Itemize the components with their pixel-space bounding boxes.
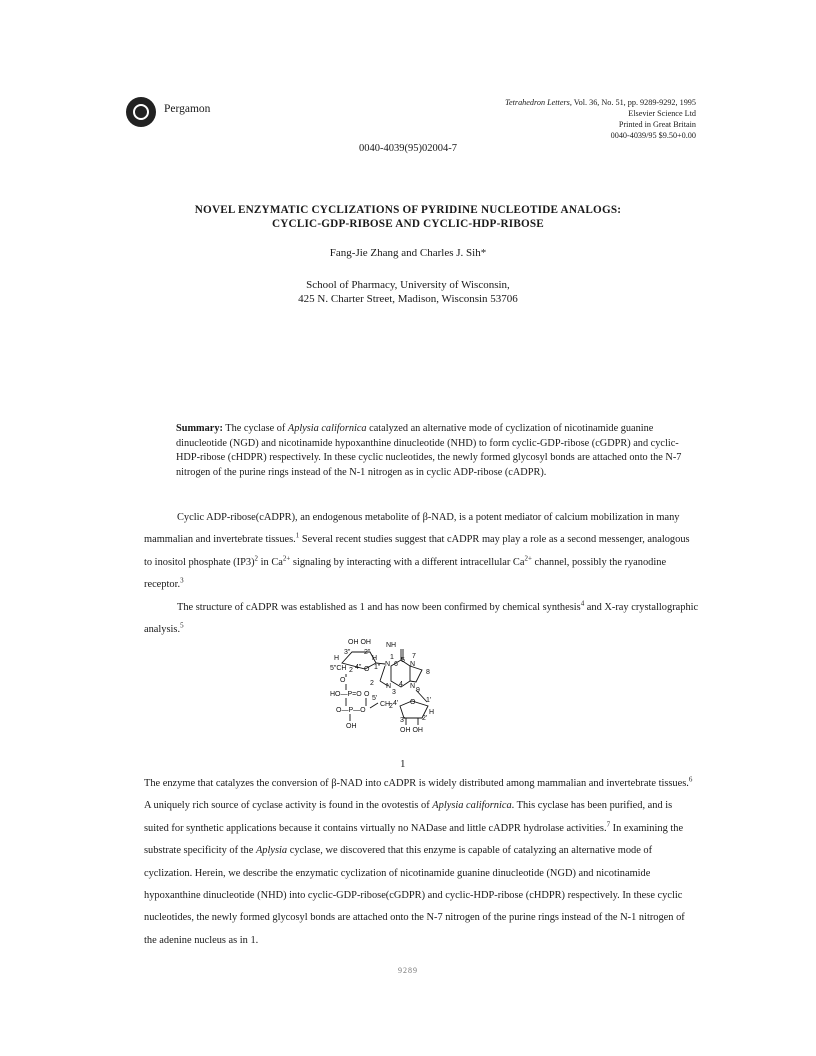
ref-5: 5 [180,621,184,630]
label-6: 6 [394,661,398,668]
label-oh-bottom: OH [346,723,357,730]
ref-6: 6 [688,775,693,784]
label-7: 7 [412,653,416,660]
journal-name: Tetrahedron Letters [505,98,570,107]
para2-text-b: and X-ray crystallographic analysis. [144,602,699,636]
para3-species-2: Aplysia [255,845,288,857]
label-9: 9 [416,687,420,694]
journal-line [505,97,696,108]
label-4: 4 [399,681,403,688]
label-nh: NH [386,642,397,649]
summary-text-b: catalyzed an alternative mode of cyclization of nicotinamide guanine dinucleotide (NGD) and nicotinamide hypoxanthine dinucleotide (NHD) to form cyclic-GDP-ribose (cGDPR) and cyclic-HDP-ribose (cHDPR) respectively. In these cyclic nucleotides, the newly formed glycosyl bonds are attached onto the N-7 nitrogen of the purine rings instead of the N-1 nitrogen as in cyclic ADP-ribose (cADPR). [176,423,682,478]
label-4pp: 4" [355,664,362,671]
doi: 0040-4039(95)02004-7 [359,143,457,154]
label-o-mid: O [364,691,370,698]
ref-2: 2 [254,554,259,563]
summary-text-a: The cyclase of [222,423,288,434]
label-n1: N [385,661,391,668]
publisher-logo [126,97,156,127]
para2-text-a: The structure of cADPR was established as 1 and has now been confirmed by chemical synthesis [177,602,581,613]
summary [176,422,696,480]
label-h2: H [372,655,378,662]
price-line: 0040-4039/95 $9.50+0.00 [610,131,696,140]
label-5: 5 [401,657,405,664]
label-oh-oh-top: OH OH [348,639,371,646]
label-3: 3 [392,689,396,696]
paragraph-3 [144,773,699,952]
ref-3: 3 [180,576,184,585]
label-5pp-ch: 5"CH [330,665,347,672]
affiliation-line-1: School of Pharmacy, University of Wisconsin, [306,279,510,291]
para3-text-d: In examining the substrate specificity of the [144,822,684,857]
para3-text-e: cyclase, we discovered that this enzyme is capable of catalyzing an alternative mode of cyclization. Herein, we describe the enzymatic cyclization of nicotinamide guanine dinucleotide (NGD) and nicotinamide hypoxanthine dinucleotide (NHD) into cyclic-GDP-ribose(cGDPR) and cyclic-HDP-ribose (cHDPR) respectively. In these cyclic nucleotides, the newly formed glycosyl bonds are attached onto the N-7 nitrogen of the purine rings instead of the N-1 nitrogen of the adenine nucleus as in 1. [144,845,685,946]
label-5p: 5' [372,695,378,702]
bond-c2 [380,666,385,681]
ref-1: 1 [295,531,300,540]
affiliation [0,278,816,306]
label-n1-num: 1 [390,654,394,661]
summary-label: Summary: [176,423,223,434]
label-o-p-o: O—P—O [336,707,366,714]
summary-species: Aplysia californica [287,423,367,434]
label-n3: N [386,683,392,690]
label-sub2b: 2 [389,703,393,710]
label-ho-p-o: HO—P=O [330,691,362,698]
bond-glycosyl-2 [416,690,427,702]
label-o-ring1: O [364,666,370,673]
label-n7: N [410,661,416,668]
affiliation-line-2: 425 N. Charter Street, Madison, Wisconsin 53706 [298,293,518,305]
journal-volume: , Vol. 36, No. 51, pp. 9289-9292, 1995 [569,98,696,107]
authors: Fang-Jie Zhang and Charles J. Sih* [329,247,487,259]
para1-text-a: Cyclic ADP-ribose(cADPR), an endogenous metabolite of β-NAD, is a potent mediator of calcium mobilization in many mammalian and invertebrate tissues. [144,512,680,546]
label-3p: 3' [400,717,406,724]
label-oh-oh-bottom: OH OH [400,727,423,734]
label-ch: CH [380,701,391,708]
ref-7: 7 [606,820,611,829]
label-o-link1: O [340,677,346,684]
publisher-name: Pergamon [164,103,211,115]
label-2pp: 2" [364,649,371,656]
para1-text-e: channel, possibly the ryanodine receptor. [144,556,667,591]
label-n9: N [410,683,416,690]
label-sub2: 2 [349,667,353,674]
charge-2: 2+ [524,554,532,563]
label-1pp: 1" [374,664,381,671]
imidazole-ring [410,666,422,682]
title-line-1: NOVEL ENZYMATIC CYCLIZATIONS OF PYRIDINE NUCLEOTIDE ANALOGS: [194,204,622,216]
ref-4: 4 [580,599,585,608]
charge-1: 2+ [282,554,291,563]
title-line-2: CYCLIC-GDP-RIBOSE AND CYCLIC-HDP-RIBOSE [272,218,544,230]
label-h1: H [334,655,340,662]
journal-citation [505,97,696,141]
article-title [100,203,716,231]
chemical-structure [330,636,480,754]
para1-text-c: in Ca [258,556,283,568]
label-2: 2 [370,680,374,687]
label-4p: 4' [393,700,399,707]
label-2p: 2' [422,715,428,722]
page-number: 9289 [398,966,418,975]
printed-line: Printed in Great Britain [618,120,696,129]
bond-o-ch2 [370,703,378,708]
para1-text-d: signaling by interacting with a different intracellular Ca [290,556,525,568]
label-8: 8 [426,669,430,676]
para3-text-b: A uniquely rich source of cyclase activity is found in the ovotestis of [144,800,433,812]
paragraph-1 [144,507,699,597]
para3-text-c: . This cyclase has been purified, and is suited for synthetic applications because it contains virtually no NADase and little cADPR hydrolase activities. [144,800,673,834]
publisher-line: Elsevier Science Ltd [628,109,696,118]
label-o-ring2: O [410,699,416,706]
label-h3: H [429,709,435,716]
compound-number: 1 [400,758,406,770]
para1-text-b: Several recent studies suggest that cADPR may play a role as a second messenger, analogous to inositol phosphate (IP3) [144,534,690,568]
label-1p: 1' [426,697,432,704]
label-3pp: 3" [344,649,351,656]
para3-species-1: Aplysia californica [432,800,512,812]
para3-text-a: The enzyme that catalyzes the conversion of β-NAD into cADPR is widely distributed among mammalian and invertebrate tissues. [144,778,689,789]
